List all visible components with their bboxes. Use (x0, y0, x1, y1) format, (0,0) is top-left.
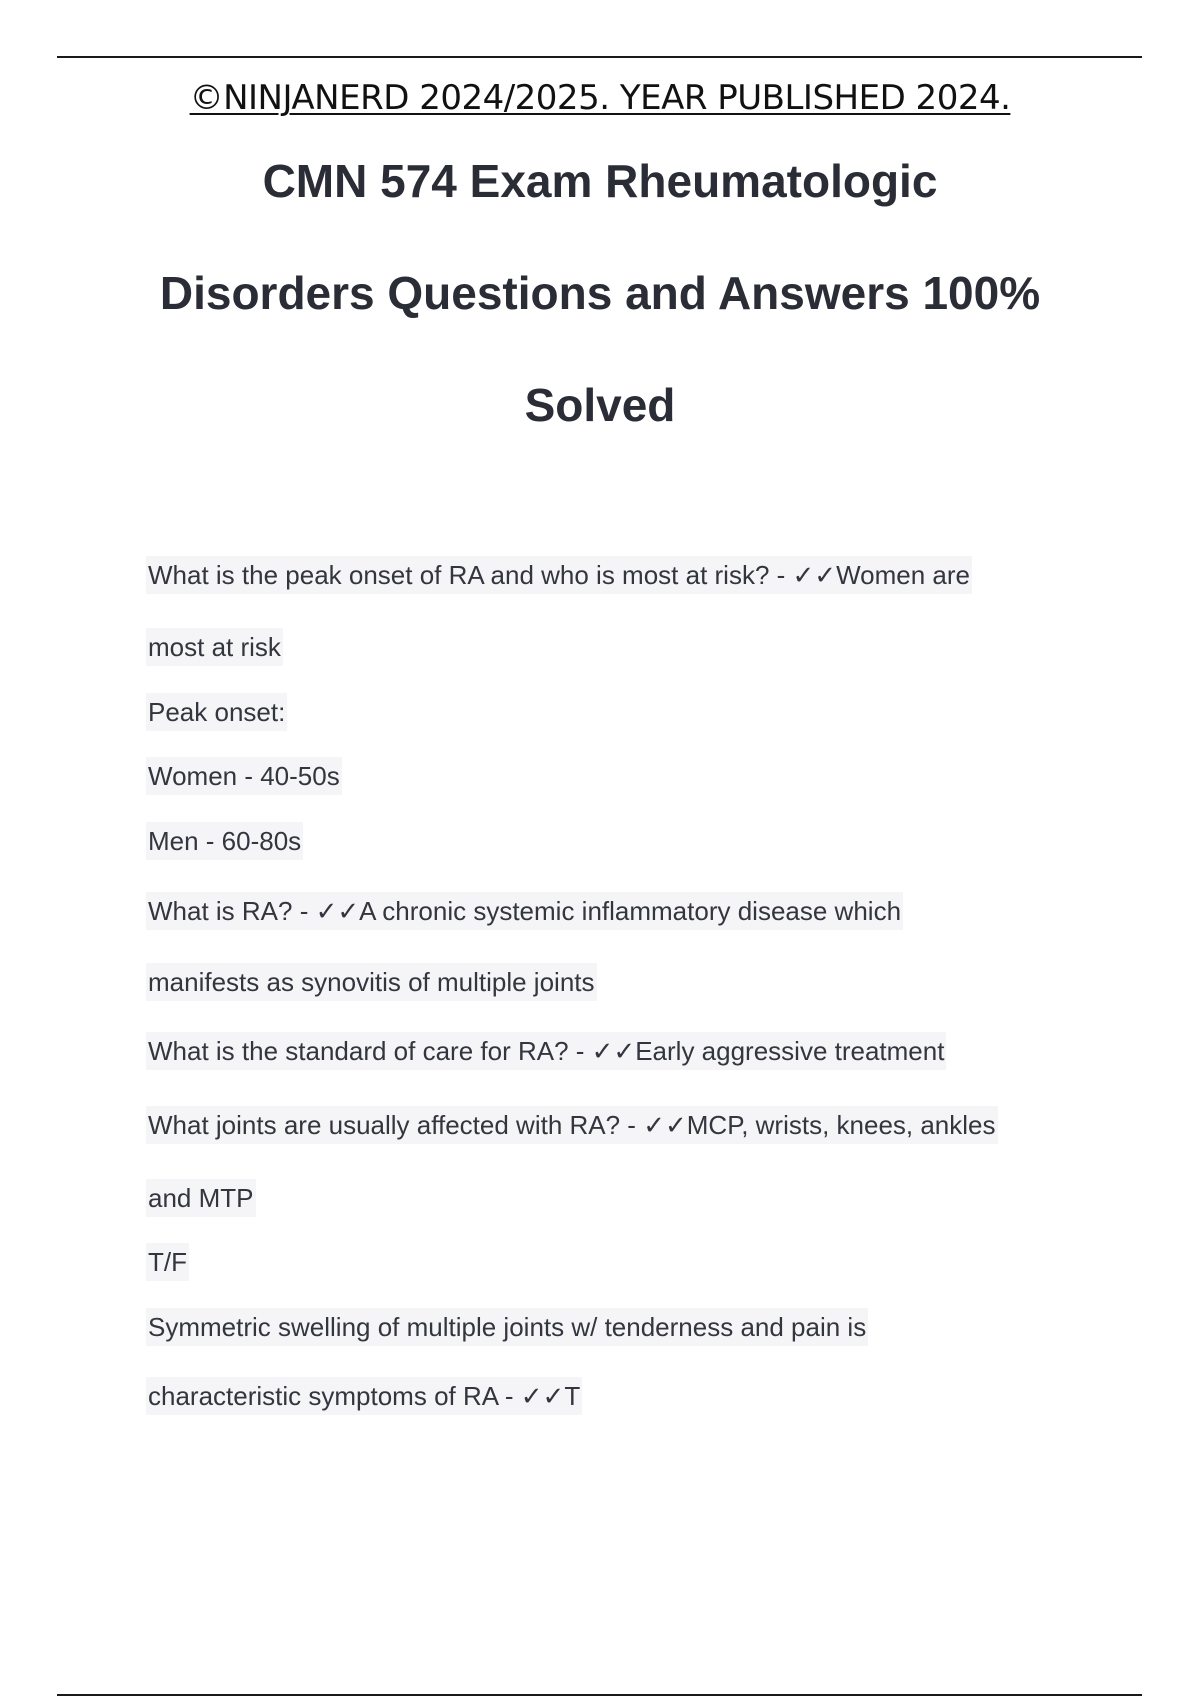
qa-line-2: most at risk (146, 628, 283, 666)
qa-line-5: Men - 60-80s (146, 822, 303, 860)
qa-line-7: manifests as synovitis of multiple joints (146, 963, 597, 1001)
bottom-rule (57, 1694, 1142, 1696)
qa-line-11: T/F (146, 1243, 189, 1281)
document-title-line-3: Solved (524, 379, 676, 431)
copyright-text: ©NINJANERD 2024/2025. YEAR PUBLISHED 2024. (189, 78, 1011, 118)
qa-line-4: Women - 40-50s (146, 757, 342, 795)
qa-line-13: characteristic symptoms of RA - ✓✓T (146, 1377, 582, 1415)
qa-line-8: What is the standard of care for RA? - ✓✓Early aggressive treatment (146, 1032, 946, 1070)
copyright-header (0, 78, 1200, 118)
top-rule (57, 56, 1142, 58)
qa-line-10: and MTP (146, 1179, 256, 1217)
qa-line-1: What is the peak onset of RA and who is most at risk? - ✓✓Women are (146, 556, 972, 594)
document-title-line-2: Disorders Questions and Answers 100% (159, 267, 1041, 319)
document-title-line-1: CMN 574 Exam Rheumatologic (262, 155, 938, 207)
qa-line-12: Symmetric swelling of multiple joints w/ tenderness and pain is (146, 1308, 868, 1346)
qa-line-3: Peak onset: (146, 693, 287, 731)
qa-line-6: What is RA? - ✓✓A chronic systemic inflammatory disease which (146, 892, 903, 930)
qa-line-9: What joints are usually affected with RA? - ✓✓MCP, wrists, knees, ankles (146, 1106, 998, 1144)
